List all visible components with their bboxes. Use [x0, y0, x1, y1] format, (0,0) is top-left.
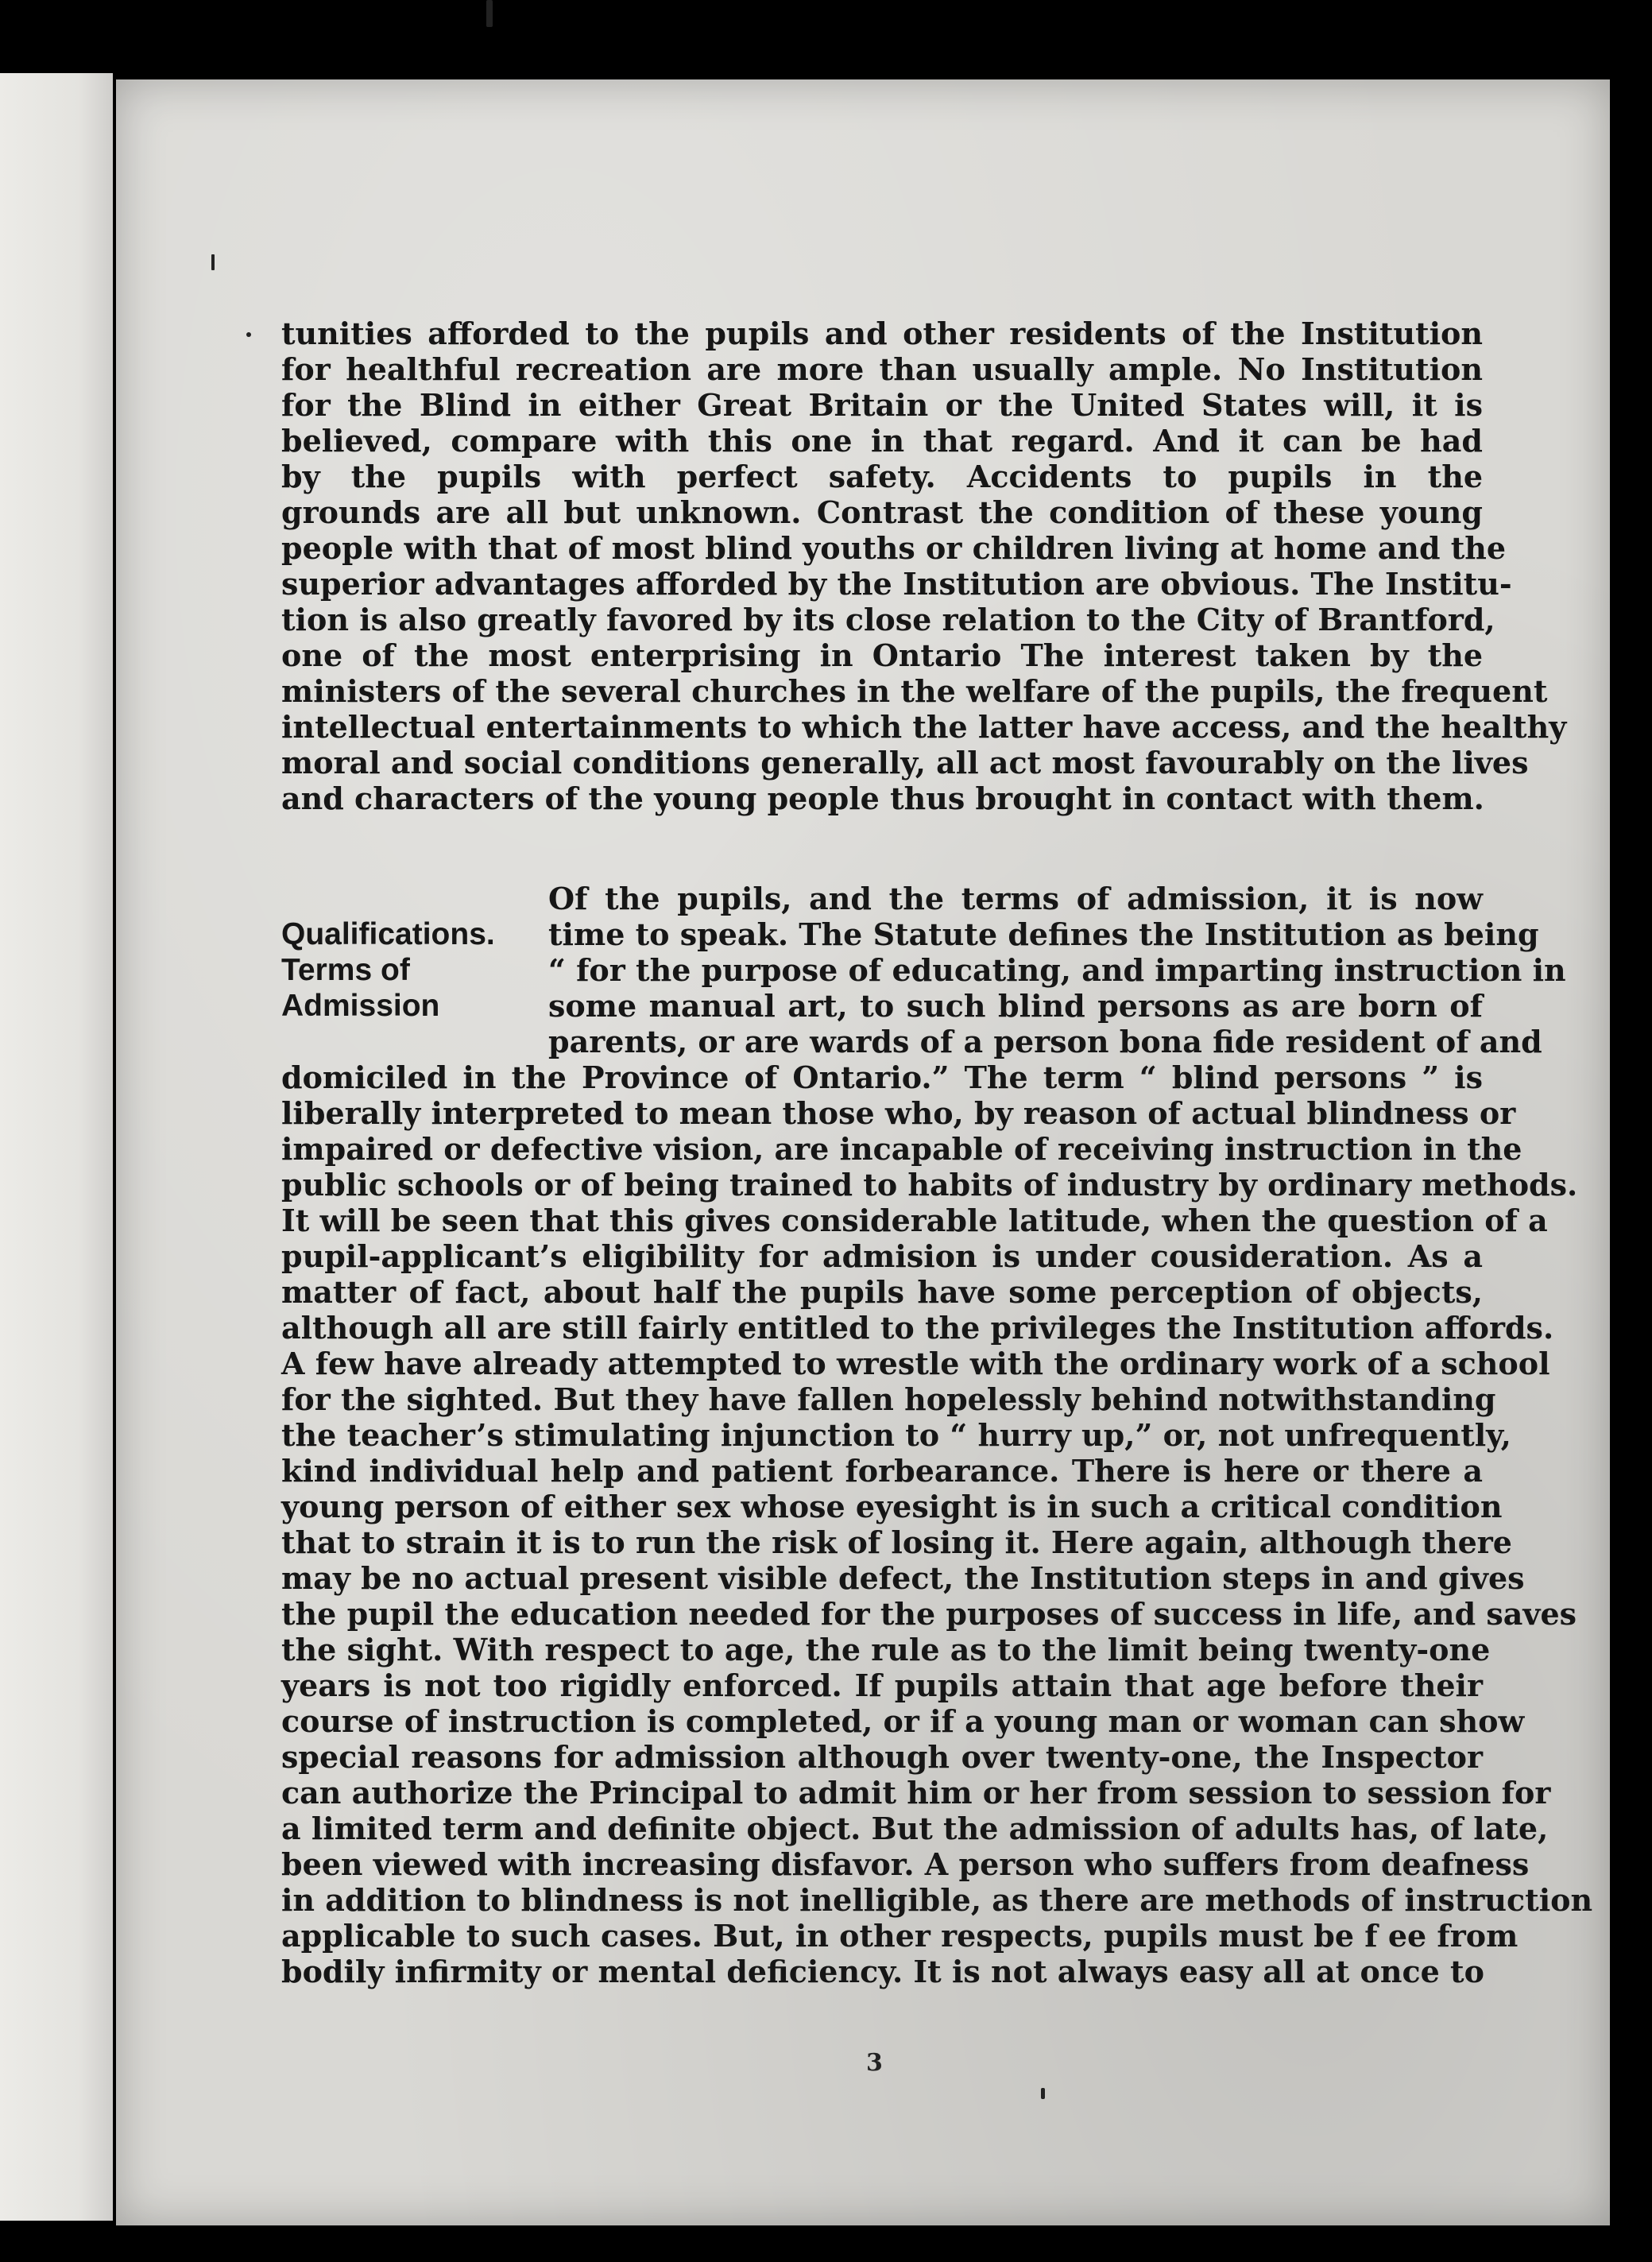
ink-speck — [486, 0, 493, 27]
text-line: that to strain it is to run the risk of losing it. Here again, although there — [281, 1524, 1512, 1560]
text-line: ministers of the several churches in the welfare of the pupils, the frequent — [281, 673, 1548, 709]
text-line: superior advantages afforded by the Institution are obvious. The Institu- — [281, 566, 1512, 602]
text-line: grounds are all but unknown. Contrast the condition of these young — [281, 494, 1483, 530]
text-line: domiciled in the Province of Ontario.” The term “ blind persons ” is — [281, 1059, 1483, 1095]
paragraph-1 — [281, 316, 1567, 816]
text-line: special reasons for admission although over twenty-one, the Inspector — [281, 1739, 1483, 1775]
text-line: time to speak. The Statute defines the Institution as being — [548, 916, 1539, 952]
text-line: parents, or are wards of a person bona fide resident of and — [548, 1024, 1542, 1059]
ink-speck — [1041, 2088, 1045, 2099]
text-line: some manual art, to such blind persons as are born of — [548, 988, 1483, 1024]
margin-sidenote — [281, 916, 495, 1024]
text-line: and characters of the young people thus brought in contact with them. — [281, 780, 1484, 816]
ink-speck — [246, 332, 251, 337]
text-line: kind individual help and patient forbearance. There is here or there a — [281, 1453, 1483, 1489]
text-line: the sight. With respect to age, the rule as to the limit being twenty-one — [281, 1632, 1491, 1667]
text-line: liberally interpreted to mean those who, by reason of actual blindness or — [281, 1095, 1516, 1131]
text-line: tunities afforded to the pupils and other residents of the Institution — [281, 316, 1483, 351]
text-line: years is not too rigidly enforced. If pupils attain that age before their — [281, 1667, 1483, 1703]
sidenote-line: Terms of — [281, 953, 410, 987]
ink-speck — [211, 254, 215, 270]
paragraph-2 — [281, 1059, 1593, 1989]
text-line: a limited term and definite object. But the admission of adults has, of late, — [281, 1811, 1549, 1846]
text-line: public schools or of being trained to habits of industry by ordinary methods. — [281, 1167, 1578, 1203]
text-line: although all are still fairly entitled to the privileges the Institution affords. — [281, 1310, 1554, 1346]
text-line: believed, compare with this one in that regard. And it can be had — [281, 423, 1483, 459]
text-line: for the sighted. But they have fallen hopelessly behind notwithstanding — [281, 1381, 1496, 1417]
sidenote-line: Admission — [281, 989, 440, 1023]
text-line: the pupil the education needed for the purposes of success in life, and saves — [281, 1596, 1577, 1632]
text-line: impaired or defective vision, are incapable of receiving instruction in the — [281, 1131, 1522, 1167]
text-line: pupil-applicant’s eligibility for admision is under cousideration. As a — [281, 1238, 1483, 1274]
text-line: been viewed with increasing disfavor. A person who suffers from deafness — [281, 1846, 1530, 1882]
text-line: course of instruction is completed, or if a young man or woman can show — [281, 1703, 1525, 1739]
facing-page-edge — [0, 73, 113, 2221]
text-line: by the pupils with perfect safety. Accidents to pupils in the — [281, 459, 1483, 494]
text-line: tion is also greatly favored by its close relation to the City of Brantford, — [281, 602, 1495, 637]
text-line: people with that of most blind youths or children living at home and the — [281, 530, 1507, 566]
text-line: “ for the purpose of educating, and imparting instruction in — [548, 952, 1566, 988]
text-line: the teacher’s stimulating injunction to “ hurry up,” or, not unfrequently, — [281, 1417, 1511, 1453]
text-line: A few have already attempted to wrestle with the ordinary work of a school — [281, 1346, 1550, 1381]
text-line: can authorize the Principal to admit him or her from session to session for — [281, 1775, 1551, 1811]
text-line: in addition to blindness is not inelligible, as there are methods of instruction — [281, 1882, 1593, 1918]
text-line: one of the most enterprising in Ontario The interest taken by the — [281, 637, 1483, 673]
paragraph-2-indented — [548, 881, 1566, 1059]
text-line: It will be seen that this gives considerable latitude, when the question of a — [281, 1203, 1548, 1238]
text-line: Of the pupils, and the terms of admission, it is now — [548, 881, 1483, 916]
text-line: matter of fact, about half the pupils have some perception of objects, — [281, 1274, 1483, 1310]
sidenote-line: Qualifications. — [281, 917, 495, 951]
text-line: may be no actual present visible defect, the Institution steps in and gives — [281, 1560, 1525, 1596]
text-line: for the Blind in either Great Britain or the United States will, it is — [281, 387, 1483, 423]
text-line: applicable to such cases. But, in other respects, pupils must be f ee from — [281, 1918, 1519, 1954]
text-line: bodily infirmity or mental deficiency. It is not always easy all at once to — [281, 1954, 1484, 1989]
text-line: intellectual entertainments to which the latter have access, and the healthy — [281, 709, 1567, 745]
text-line: for healthful recreation are more than usually ample. No Institution — [281, 351, 1483, 387]
page-number: 3 — [866, 2049, 883, 2077]
text-line: moral and social conditions generally, all act most favourably on the lives — [281, 745, 1529, 780]
text-line: young person of either sex whose eyesight is in such a critical condition — [281, 1489, 1503, 1524]
